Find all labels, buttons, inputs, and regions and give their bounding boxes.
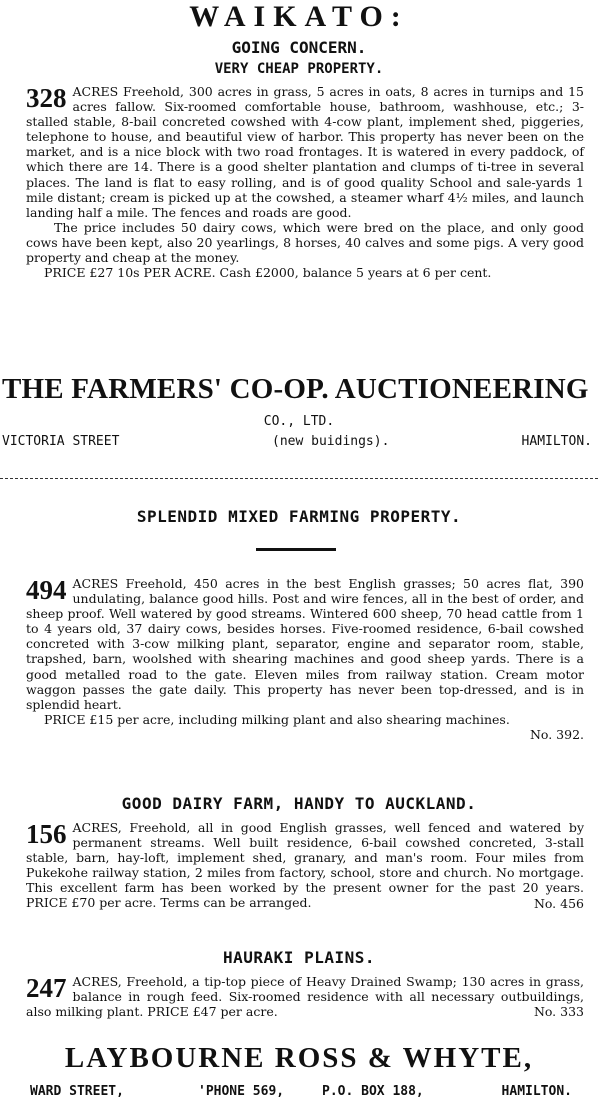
good-dairy-heading: GOOD DAIRY FARM, HANDY TO AUCKLAND. <box>121 794 477 813</box>
listing-247-body: ACRES, Freehold, a tip-top piece of Heavy Drained Swamp; 130 acres in grass, balance in rough feed. Six-roomed residence with all necessary outbuildings, also milking plant. PRICE £47 per acre. <box>26 974 584 1020</box>
listing-number-494: 494 <box>26 575 67 605</box>
farmers-coop-suffix: CO., LTD. <box>263 414 335 429</box>
listing-328-price: PRICE £27 10s PER ACRE. Cash £2000, balance 5 years at 6 per cent. <box>44 265 492 281</box>
laybourne-phone: 'PHONE 569, <box>198 1084 285 1099</box>
listing-494-body: ACRES Freehold, 450 acres in the best English grasses; 50 acres flat, 390 undulating, balance good hills. Post and wire fences, all in the best of order, and sheep proof. Well watered by good streams. Wintered 600 sheep, 70 head cattle from 1 to 4 years old, 37 dairy cows, besides horses. Five-roomed residence, 6-bail cowshed concreted with 3-cow milking plant, separator, engine and separator room, stable, trapshed, barn, woolshed with shearing machines and good sheep yards. There is a good metalled road to the gate. Eleven miles from railway station. Cream motor waggon passes the gate daily. This property has never been top-dressed, and is in splendid heart. <box>26 576 584 712</box>
hauraki-plains-heading: HAURAKI PLAINS. <box>223 948 375 967</box>
farmers-coop-building: (new buidings). <box>272 434 390 449</box>
laybourne-title: LAYBOURNE ROSS & WHYTE, <box>64 1042 534 1074</box>
listing-156-ref: No. 456 <box>533 895 584 911</box>
listing-494-ref: No. 392. <box>529 726 584 742</box>
farmers-coop-city: HAMILTON. <box>521 434 592 449</box>
listing-247-ref: No. 333 <box>533 1004 584 1020</box>
laybourne-pobox: P.O. BOX 188, <box>322 1084 424 1099</box>
listing-156 <box>26 820 584 911</box>
waikato-heading: WAIKATO: <box>189 0 409 33</box>
section-divider <box>0 478 598 480</box>
listing-247 <box>26 974 584 1019</box>
going-concern-heading: GOING CONCERN. <box>231 38 367 57</box>
listing-328 <box>26 84 584 280</box>
farmers-coop-street: VICTORIA STREET <box>2 434 120 449</box>
very-cheap-heading: VERY CHEAP PROPERTY. <box>214 61 384 77</box>
listing-number-156: 156 <box>26 819 67 849</box>
listing-328-para2: The price includes 50 dairy cows, which were bred on the place, and only good cows have been kept, also 20 yearlings, 8 horses, 40 calves and some pigs. A very good property and cheap at the money. <box>26 219 584 266</box>
listing-494 <box>26 576 584 742</box>
splendid-mixed-heading: SPLENDID MIXED FARMING PROPERTY. <box>136 507 462 526</box>
heading-rule <box>256 548 336 551</box>
listing-328-body: ACRES Freehold, 300 acres in grass, 5 acres in oats, 8 acres in turnips and 15 acres fallow. Six-roomed comfortable house, bathroom, washhouse, etc.; 3-stalled stable, 8-bail concreted cowshed with 4-cow plant, implement shed, piggeries, telephone to house, and beautiful view of harbor. This property has never been on the market, and is a nice block with two road frontages. It is watered in every paddock, of which there are 14. There is a good shelter plantation and clumps of ti-tree in several places. The land is flat to easy rolling, and is of good quality School and sale-yards 1 mile distant; cream is picked up at the cowshed, a steamer wharf 4½ miles, and launch landing half a mile. The fences and roads are good. <box>26 84 584 220</box>
laybourne-city: HAMILTON. <box>501 1084 572 1099</box>
listing-156-body: ACRES, Freehold, all in good English grasses, well fenced and watered by permanent streams. Well built residence, 6-bail cowshed concreted, 3-stall stable, barn, hay-loft, implement shed, granary, and man's room. Four miles from Pukekohe railway station, 2 miles from factory, school, store and church. No mortgage. This excellent farm has been worked by the present owner for the past 20 years. PRICE £70 per acre. Terms can be arranged. <box>26 820 584 911</box>
listing-number-328: 328 <box>26 83 67 113</box>
farmers-coop-title: THE FARMERS' CO-OP. AUCTIONEERING <box>2 373 589 405</box>
listing-number-247: 247 <box>26 973 67 1003</box>
laybourne-street: WARD STREET, <box>30 1084 124 1099</box>
listing-494-price: PRICE £15 per acre, including milking plant and also shearing machines. <box>44 711 510 727</box>
